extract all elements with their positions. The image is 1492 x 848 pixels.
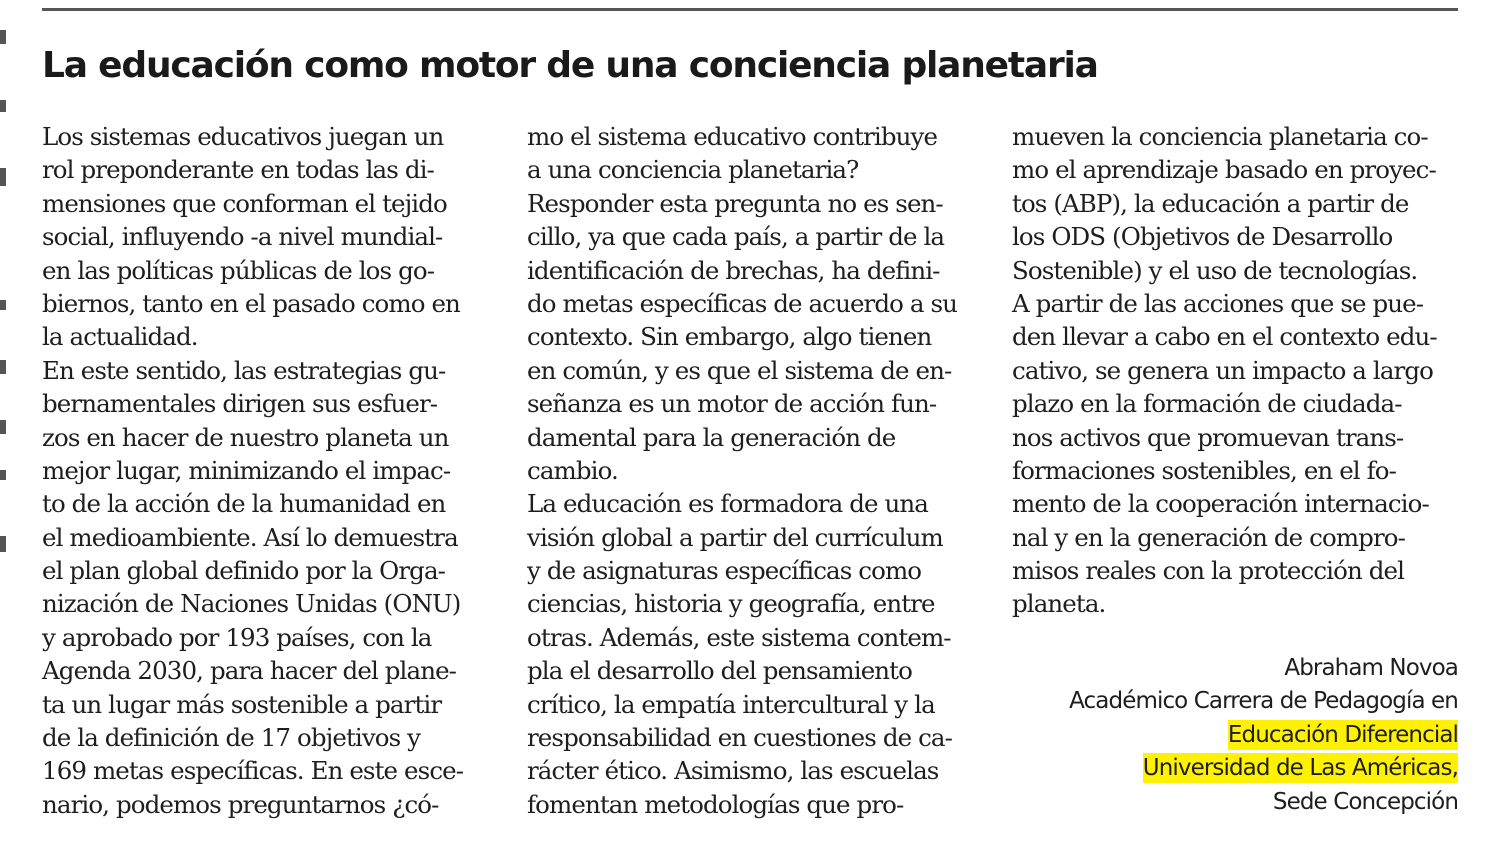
body-text-line: nos activos que promuevan trans- — [1012, 422, 1404, 452]
body-text-line: cativo, se genera un impacto a largo — [1012, 355, 1433, 385]
body-text-line: ta un lugar más sostenible a partir — [42, 689, 442, 719]
article-column-1 — [42, 120, 502, 821]
body-text-line: mo el sistema educativo contribuye — [527, 122, 938, 151]
body-text-line: misos reales con la protección del — [1012, 556, 1405, 586]
adjacent-column-edge — [0, 0, 8, 848]
body-text-line: damental para la generación de — [527, 422, 896, 452]
body-text-line: ciencias, historia y geografía, entre — [527, 589, 935, 619]
body-text-line: otras. Además, este sistema contem- — [527, 622, 951, 652]
body-text-line: zos en hacer de nuestro planeta un — [42, 422, 449, 452]
body-text-line: bernamentales dirigen sus esfuer- — [42, 389, 438, 419]
body-text-line: tos (ABP), la educación a partir de — [1012, 188, 1409, 218]
body-text-line: mensiones que conforman el tejido — [42, 188, 447, 218]
body-text-line: y aprobado por 193 países, con la — [42, 622, 432, 652]
body-text-line: mo el aprendizaje basado en proyec- — [1012, 155, 1436, 185]
body-text-line: la actualidad. — [42, 322, 198, 352]
body-text-line: 169 metas específicas. En este esce- — [42, 756, 464, 786]
body-text-line: crítico, la empatía intercultural y la — [527, 689, 935, 719]
author-signature — [1069, 652, 1458, 819]
body-text-line: responsabilidad en cuestiones de ca- — [527, 723, 953, 753]
body-text-line: to de la acción de la humanidad en — [42, 489, 446, 519]
body-text-line: a una conciencia planetaria? — [527, 155, 859, 185]
body-text-line: plazo en la formación de ciudada- — [1012, 389, 1402, 419]
body-text-line: nal y en la generación de compro- — [1012, 522, 1405, 552]
body-text-line: rácter ético. Asimismo, las escuelas — [527, 756, 939, 786]
body-text-line: nización de Naciones Unidas (ONU) — [42, 589, 461, 619]
body-text-line: en las políticas públicas de los go- — [42, 255, 435, 285]
article-column-2 — [527, 120, 987, 821]
body-text-line: Los sistemas educativos juegan un — [42, 122, 444, 151]
article-headline: La educación como motor de una conciencia planetaria — [42, 45, 1098, 86]
body-text-line: den llevar a cabo en el contexto edu- — [1012, 322, 1437, 352]
body-text-line: Sostenible) y el uso de tecnologías. — [1012, 255, 1418, 285]
body-text-line: do metas específicas de acuerdo a su — [527, 288, 958, 318]
body-text-line: identificación de brechas, ha defini- — [527, 255, 940, 285]
body-text-line: nario, podemos preguntarnos ¿có- — [42, 789, 439, 819]
author-university: Universidad de Las Américas, — [1142, 755, 1458, 782]
author-campus: Sede Concepción — [1272, 788, 1458, 815]
author-role: Académico Carrera de Pedagogía en — [1069, 688, 1458, 715]
body-text-line: mejor lugar, minimizando el impac- — [42, 455, 451, 485]
body-text-line: los ODS (Objetivos de Desarrollo — [1012, 222, 1393, 252]
body-text-line: señanza es un motor de acción fun- — [527, 389, 937, 419]
body-text-line: formaciones sostenibles, en el fo- — [1012, 455, 1397, 485]
body-text-line: y de asignaturas específicas como — [527, 556, 922, 586]
body-text-line: Agenda 2030, para hacer del plane- — [42, 656, 457, 686]
body-text-line: mueven la conciencia planetaria co- — [1012, 122, 1428, 151]
body-text-line: de la definición de 17 objetivos y — [42, 723, 421, 753]
body-text-line: mento de la cooperación internacio- — [1012, 489, 1429, 519]
body-text-line: planeta. — [1012, 589, 1106, 619]
body-text-line: rol preponderante en todas las di- — [42, 155, 434, 185]
body-text-line: el plan global definido por la Orga- — [42, 556, 446, 586]
body-text-line: Responder esta pregunta no es sen- — [527, 188, 943, 218]
body-text-line: La educación es formadora de una — [527, 489, 928, 519]
author-name: Abraham Novoa — [1284, 655, 1458, 681]
body-text-line: biernos, tanto en el pasado como en — [42, 288, 460, 318]
body-text-line: fomentan metodologías que pro- — [527, 789, 904, 819]
body-text-line: visión global a partir del currículum — [527, 522, 943, 552]
article-column-3 — [1012, 120, 1472, 621]
body-text-line: contexto. Sin embargo, algo tienen — [527, 322, 932, 352]
top-rule — [42, 8, 1458, 11]
author-program: Educación Diferencial — [1227, 721, 1458, 748]
body-text-line: pla el desarrollo del pensamiento — [527, 656, 912, 686]
body-text-line: cambio. — [527, 455, 618, 485]
body-text-line: el medioambiente. Así lo demuestra — [42, 522, 458, 552]
body-text-line: social, influyendo -a nivel mundial- — [42, 222, 443, 252]
body-text-line: A partir de las acciones que se pue- — [1012, 288, 1424, 318]
body-text-line: En este sentido, las estrategias gu- — [42, 355, 446, 385]
body-text-line: cillo, ya que cada país, a partir de la — [527, 222, 945, 252]
body-text-line: en común, y es que el sistema de en- — [527, 355, 952, 385]
